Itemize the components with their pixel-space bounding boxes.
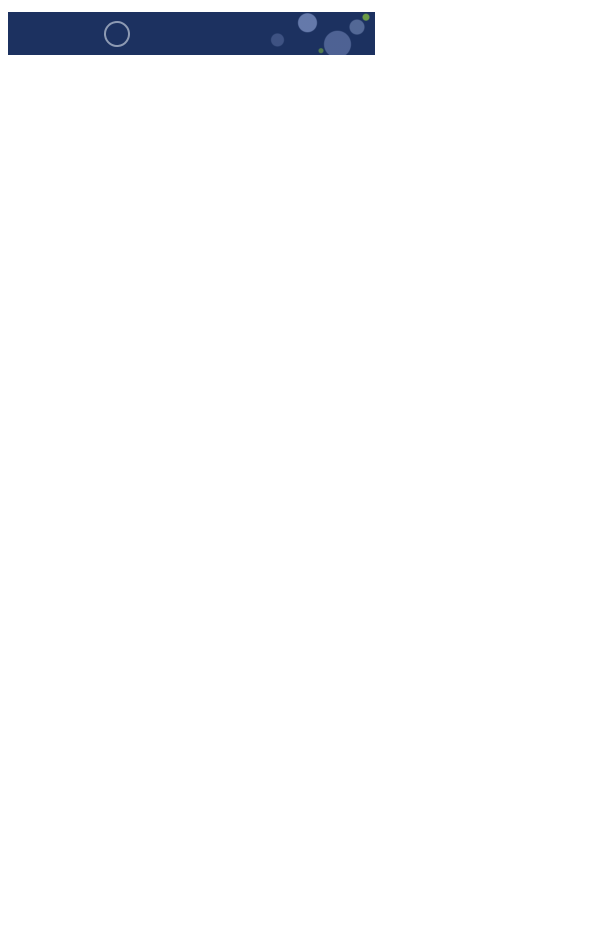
age-18plus-icon <box>102 19 131 48</box>
splatter-decoration-icon <box>225 12 375 55</box>
page-content <box>0 12 592 55</box>
responsible-gaming-banner[interactable] <box>8 12 375 55</box>
